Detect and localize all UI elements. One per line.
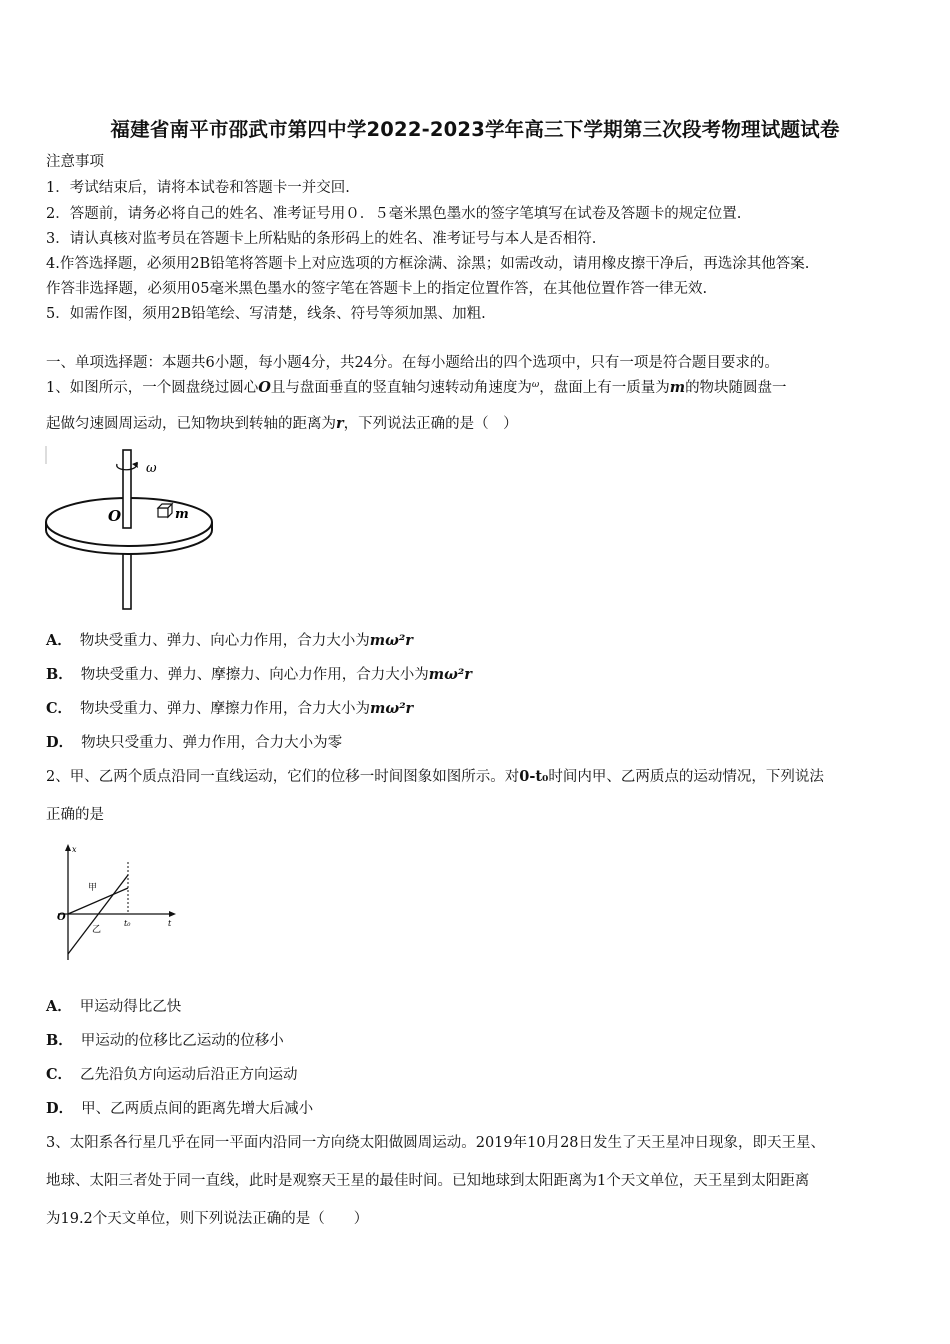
notice-item-2: 2．答题前，请务必将自己的姓名、准考证号用０．５毫米黑色墨水的签字笔填写在试卷及答题卡的规定位置. [46,206,742,222]
q1-disk-figure [44,444,216,614]
q2-jia-label: 甲 [88,883,98,893]
q3-stem-line1: 3、太阳系各行星几乎在同一平面内沿同一方向绕太阳做圆周运动。2019年10月28日发生了天王星冲日现象，即天王星、 [46,1135,826,1151]
option-letter: B． [46,666,73,683]
notice-item-4-cont: 作答非选择题，必须用05毫米黑色墨水的签字笔在答题卡上的指定位置作答，在其他位置作答一律无效. [46,281,708,297]
notice-item-5: 5．如需作图，须用2B铅笔绘、写清楚，线条、符号等须加黑、加粗. [46,306,486,322]
section-heading: 一、单项选择题：本题共6小题，每小题4分，共24分。在每小题给出的四个选项中，只有一项是符合题目要求的。 [46,355,779,371]
notice-item-1: 1．考试结束后，请将本试卷和答题卡一并交回. [46,180,350,196]
option-letter: A． [46,632,72,649]
q2-stem-a: 2、甲、乙两个质点沿同一直线运动，它们的位移一时间图象如图所示。对 [46,769,520,785]
q2-origin-label: O [57,912,66,923]
q2-axis-t-label: t [168,919,172,928]
option-text: 物块受重力、弹力、摩擦力、向心力作用，合力大小为 [80,667,429,683]
q2-time-range: 0-t₀ [519,768,549,785]
q1-figure-center-label: O [108,507,122,525]
q1-block-icon [158,504,172,517]
q2-yi-label: 乙 [92,925,102,935]
q1-omega-symbol: ω [531,380,540,390]
page-title: 福建省南平市邵武市第四中学2022-2023学年高三下学期第三次段考物理试题试卷 [110,118,840,141]
option-letter: D． [46,1100,74,1117]
q2-option-a[interactable] [46,998,181,1016]
q1-stem-line2 [46,415,518,433]
q1-stem-a: 1、如图所示，一个圆盘绕过圆心 [46,380,259,396]
q1-center-symbol: O [258,379,271,396]
option-text: 物块受重力、弹力、摩擦力作用，合力大小为 [80,701,371,717]
q2-option-c[interactable] [46,1066,298,1084]
option-text: 甲运动的位移比乙运动的位移小 [80,1033,284,1049]
q1-stem-d: 的物块随圆盘一 [685,380,787,396]
q3-stem-line3: 为19.2个天文单位，则下列说法正确的是（ ） [46,1211,369,1227]
option-formula: mω²r [370,700,414,717]
option-letter: C． [46,700,73,717]
q1-option-c[interactable] [46,700,413,718]
option-formula: mω²r [428,666,472,683]
q1-figure-omega-label: ω [146,461,157,476]
q1-mass-symbol: m [669,379,686,396]
option-letter: A． [46,998,72,1015]
q2-t0-label: t₀ [124,919,131,928]
q2-stem-b: 时间内甲、乙两质点的运动情况，下列说法 [548,769,824,785]
option-text: 甲运动得比乙快 [79,999,182,1015]
option-letter: C． [46,1066,73,1083]
q1-option-a[interactable] [46,632,413,650]
option-text: 甲、乙两质点间的距离先增大后减小 [81,1101,314,1117]
option-letter: D． [46,734,74,751]
q2-xt-graph [52,842,182,964]
notice-item-4: 4.作答选择题，必须用2B铅笔将答题卡上对应选项的方框涂满、涂黑；如需改动，请用橡皮擦干净后，再选涂其他答案. [46,256,810,272]
notice-heading: 注意事项 [46,154,104,170]
notice-item-3: 3．请认真核对监考员在答题卡上所粘贴的条形码上的姓名、准考证号与本人是否相符. [46,231,597,247]
q2-axis-x-label: x [72,845,77,854]
q3-stem-line2: 地球、太阳三者处于同一直线，此时是观察天王星的最佳时间。已知地球到太阳距离为1个天文单位，天王星到太阳距离 [46,1173,810,1189]
q1-option-b[interactable] [46,666,472,684]
q2-option-d[interactable] [46,1100,313,1118]
q1-figure-mass-label: m [175,507,189,522]
option-text: 物块只受重力、弹力作用，合力大小为零 [81,735,343,751]
q1-radius-symbol: r [336,415,344,432]
q2-stem-line2: 正确的是 [46,807,104,823]
q1-stem-b: 且与盘面垂直的竖直轴匀速转动角速度为 [270,380,532,396]
q1-stem2-b: ，下列说法正确的是（ ） [343,416,518,432]
q1-stem-line1 [46,379,787,399]
q2-option-b[interactable] [46,1032,284,1050]
option-text: 乙先沿负方向运动后沿正方向运动 [80,1067,298,1083]
option-text: 物块受重力、弹力、向心力作用，合力大小为 [79,633,370,649]
option-letter: B． [46,1032,73,1049]
q1-stem2-a: 起做匀速圆周运动，已知物块到转轴的距离为 [46,416,336,432]
option-formula: mω²r [369,632,413,649]
q1-stem-c: ，盘面上有一质量为 [539,380,670,396]
q2-stem-line1 [46,768,824,786]
q1-option-d[interactable] [46,734,342,752]
